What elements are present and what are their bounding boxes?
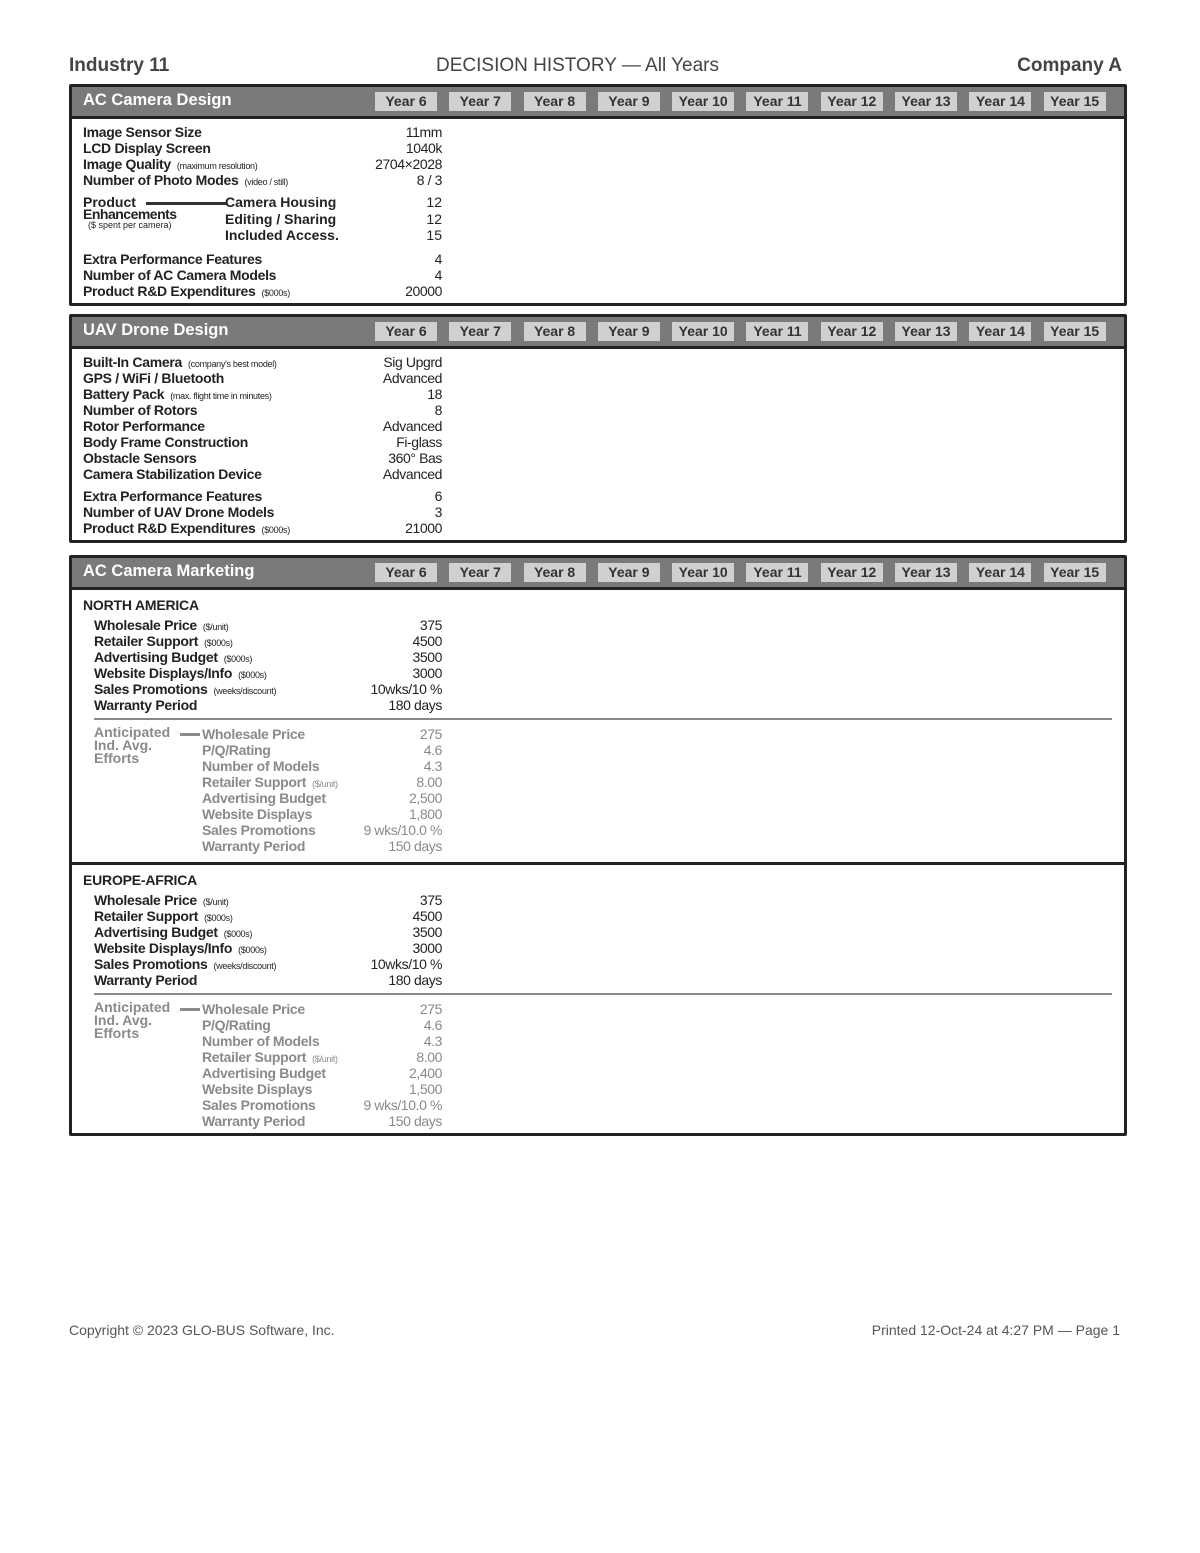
row-note: (maximum resolution) xyxy=(176,161,258,171)
panel-body xyxy=(72,349,1124,540)
year-column-header: Year 12 xyxy=(821,563,883,582)
separator-line xyxy=(94,718,1112,720)
row-label-text: Rotor Performance xyxy=(83,418,205,434)
enhancements-label: Enhancements xyxy=(83,206,177,222)
row-value: 4 xyxy=(434,251,442,267)
row-note: ($000s) xyxy=(223,654,253,664)
row-label-text: Number of Models xyxy=(202,1033,320,1049)
data-row xyxy=(72,617,1124,633)
data-row xyxy=(72,633,1124,649)
row-label-text: Built-In Camera xyxy=(83,354,182,370)
year-column-header: Year 6 xyxy=(375,563,437,582)
year-column-header: Year 9 xyxy=(598,92,660,111)
data-row xyxy=(72,822,1124,838)
row-value: 180 days xyxy=(388,972,442,988)
row-label-text: Retailer Support xyxy=(202,1049,307,1065)
row-label xyxy=(94,697,203,715)
row-value: 4 xyxy=(434,267,442,283)
row-label-text: Number of Photo Modes xyxy=(83,172,239,188)
year-column-header: Year 13 xyxy=(895,322,957,341)
row-value: 18 xyxy=(427,386,442,402)
year-column-header: Year 8 xyxy=(524,322,586,341)
row-value: 3500 xyxy=(412,649,442,665)
row-note: ($/unit) xyxy=(202,622,229,632)
row-value: 1,500 xyxy=(408,1081,442,1097)
row-value: 4.3 xyxy=(423,758,442,774)
row-value: 8 / 3 xyxy=(416,172,442,188)
data-row xyxy=(72,1065,1124,1081)
row-value: 4.6 xyxy=(423,742,442,758)
row-note: (max. flight time in minutes) xyxy=(170,391,272,401)
row-label-text: Retailer Support xyxy=(94,633,199,649)
year-header-row xyxy=(375,92,1118,111)
row-label-text: Retailer Support xyxy=(202,774,307,790)
uav-drone-design-panel xyxy=(69,314,1127,543)
row-label xyxy=(83,466,268,484)
region-section xyxy=(72,590,1124,858)
data-row xyxy=(72,742,1124,758)
row-note: ($000s) xyxy=(238,670,267,680)
enh-label: Camera Housing xyxy=(225,194,337,210)
row-value: 9 wks/10.0 % xyxy=(363,1097,442,1113)
year-column-header: Year 11 xyxy=(746,322,808,341)
year-column-header: Year 6 xyxy=(375,322,437,341)
row-label-text: Wholesale Price xyxy=(202,1001,305,1017)
data-row xyxy=(72,1033,1124,1049)
separator-line xyxy=(94,993,1112,995)
data-row xyxy=(72,649,1124,665)
data-row xyxy=(72,924,1124,940)
anticipated-label-line: Anticipated xyxy=(94,724,171,740)
year-column-header: Year 9 xyxy=(598,322,660,341)
row-value: 2,500 xyxy=(408,790,442,806)
row-label-text: Retailer Support xyxy=(94,908,199,924)
row-value: 4500 xyxy=(412,633,442,649)
data-row xyxy=(72,434,1124,450)
enh-value: 15 xyxy=(426,227,442,243)
row-value: 4.6 xyxy=(423,1017,442,1033)
year-column-header: Year 10 xyxy=(672,92,734,111)
data-row xyxy=(72,1097,1124,1113)
row-value: 8.00 xyxy=(416,774,442,790)
row-note: ($000s) xyxy=(204,638,233,648)
row-label-text: Warranty Period xyxy=(94,972,198,988)
row-value: 3000 xyxy=(412,665,442,681)
row-value: 275 xyxy=(419,726,442,742)
row-label-text: Product R&D Expenditures xyxy=(83,283,256,299)
row-label-text: Number of Rotors xyxy=(83,402,198,418)
row-label-text: Body Frame Construction xyxy=(83,434,249,450)
row-label-text: Wholesale Price xyxy=(94,892,197,908)
panel-header xyxy=(72,317,1124,349)
data-row xyxy=(72,283,1124,299)
row-label-text: P/Q/Rating xyxy=(202,1017,271,1033)
year-column-header: Year 14 xyxy=(969,92,1031,111)
panel-body xyxy=(72,119,1124,303)
region-heading xyxy=(72,597,1124,613)
year-column-header: Year 12 xyxy=(821,322,883,341)
data-row xyxy=(72,1113,1124,1129)
enh-value: 12 xyxy=(426,194,442,210)
data-row xyxy=(72,370,1124,386)
data-row xyxy=(72,124,1124,140)
data-row xyxy=(72,726,1124,742)
row-value: 360° Bas xyxy=(388,450,442,466)
year-column-header: Year 8 xyxy=(524,563,586,582)
row-value: 10wks/10 % xyxy=(370,956,442,972)
row-value: 11mm xyxy=(405,124,442,140)
row-label-text: Battery Pack xyxy=(83,386,165,402)
row-value: 1,800 xyxy=(408,806,442,822)
data-row xyxy=(72,354,1124,370)
row-label-text: Advertising Budget xyxy=(94,649,218,665)
row-label-text: Number of UAV Drone Models xyxy=(83,504,275,520)
year-column-header: Year 14 xyxy=(969,563,1031,582)
row-label-text: Sales Promotions xyxy=(94,956,208,972)
data-row xyxy=(72,488,1124,504)
design-rows-2 xyxy=(72,251,1124,299)
anticipated-label-line: Ind. Avg. xyxy=(94,1012,153,1028)
row-value: 2,400 xyxy=(408,1065,442,1081)
panel-header xyxy=(72,87,1124,119)
data-row xyxy=(72,1049,1124,1065)
row-value: 4.3 xyxy=(423,1033,442,1049)
ac-camera-marketing-panel xyxy=(69,555,1127,1136)
data-row xyxy=(72,450,1124,466)
row-value: Sig Upgrd xyxy=(383,354,442,370)
row-label-text: Obstacle Sensors xyxy=(83,450,197,466)
product-enhancements xyxy=(72,194,1124,245)
design-rows xyxy=(72,354,1124,482)
row-note: ($000s) xyxy=(238,945,267,955)
row-note: (company's best model) xyxy=(187,359,277,369)
row-value: 9 wks/10.0 % xyxy=(363,822,442,838)
company-label: Company A xyxy=(1017,55,1122,76)
row-label-text: Number of AC Camera Models xyxy=(83,267,277,283)
row-label-text: Image Sensor Size xyxy=(83,124,202,140)
panel-body xyxy=(72,590,1124,1133)
row-value: 6 xyxy=(434,488,442,504)
data-row xyxy=(72,140,1124,156)
row-value: 3000 xyxy=(412,940,442,956)
row-note: (video / still) xyxy=(244,177,288,187)
year-column-header: Year 10 xyxy=(672,322,734,341)
data-row xyxy=(72,1081,1124,1097)
data-row xyxy=(72,418,1124,434)
year-column-header: Year 7 xyxy=(449,92,511,111)
enh-label: Included Access. xyxy=(225,227,339,243)
row-label-text: Website Displays xyxy=(202,1081,313,1097)
row-label-text: Number of Models xyxy=(202,758,320,774)
region-name: EUROPE-AFRICA xyxy=(83,872,198,888)
year-column-header: Year 7 xyxy=(449,563,511,582)
enh-label: Editing / Sharing xyxy=(225,211,337,227)
industry-label: Industry 11 xyxy=(69,55,170,76)
row-value: Advanced xyxy=(382,370,442,386)
report-title: DECISION HISTORY — All Years xyxy=(436,55,719,76)
row-label-text: Extra Performance Features xyxy=(83,251,262,267)
row-value: 10wks/10 % xyxy=(370,681,442,697)
row-value: 150 days xyxy=(388,1113,442,1129)
row-label-text: P/Q/Rating xyxy=(202,742,271,758)
year-column-header: Year 15 xyxy=(1044,92,1106,111)
enh-value: 12 xyxy=(426,211,442,227)
row-value: 3 xyxy=(434,504,442,520)
row-label-text: Image Quality xyxy=(83,156,171,172)
row-value: 8 xyxy=(434,402,442,418)
row-label xyxy=(202,838,311,856)
enhancements-note: ($ spent per camera) xyxy=(88,220,172,230)
year-column-header: Year 9 xyxy=(598,563,660,582)
row-label-text: Website Displays/Info xyxy=(94,940,233,956)
row-value: Advanced xyxy=(382,418,442,434)
row-value: 3500 xyxy=(412,924,442,940)
row-note: ($000s) xyxy=(261,525,290,535)
anticipated-label-line: Anticipated xyxy=(94,999,171,1015)
data-row xyxy=(72,681,1124,697)
data-row xyxy=(72,790,1124,806)
row-label xyxy=(83,520,290,538)
data-row xyxy=(72,251,1124,267)
data-row xyxy=(72,892,1124,908)
row-value: 180 days xyxy=(388,697,442,713)
data-row xyxy=(72,402,1124,418)
data-row xyxy=(72,267,1124,283)
row-value: 8.00 xyxy=(416,1049,442,1065)
data-row xyxy=(72,697,1124,713)
year-column-header: Year 15 xyxy=(1044,563,1106,582)
row-note: (weeks/discount) xyxy=(213,686,277,696)
anticipated-averages xyxy=(72,1001,1124,1129)
data-row xyxy=(72,774,1124,790)
year-column-header: Year 14 xyxy=(969,322,1031,341)
year-column-header: Year 13 xyxy=(895,92,957,111)
panel-title: AC Camera Marketing xyxy=(83,562,255,580)
ac-camera-design-panel xyxy=(69,84,1127,306)
row-value: Advanced xyxy=(382,466,442,482)
row-label-text: Sales Promotions xyxy=(94,681,208,697)
anticipated-label-line: Efforts xyxy=(94,750,140,766)
row-label-text: Extra Performance Features xyxy=(83,488,262,504)
row-value: 150 days xyxy=(388,838,442,854)
data-row xyxy=(72,1001,1124,1017)
row-note: (weeks/discount) xyxy=(213,961,277,971)
row-label xyxy=(83,172,288,190)
data-row xyxy=(72,806,1124,822)
year-column-header: Year 8 xyxy=(524,92,586,111)
region-section xyxy=(72,865,1124,1133)
row-label-text: Wholesale Price xyxy=(94,617,197,633)
data-row xyxy=(72,172,1124,188)
row-value: 375 xyxy=(419,617,442,633)
year-column-header: Year 13 xyxy=(895,563,957,582)
data-row xyxy=(72,972,1124,988)
year-header-row xyxy=(375,563,1118,582)
year-column-header: Year 11 xyxy=(746,92,808,111)
row-label-text: GPS / WiFi / Bluetooth xyxy=(83,370,225,386)
row-note: ($/unit) xyxy=(312,1054,338,1064)
year-column-header: Year 11 xyxy=(746,563,808,582)
data-row xyxy=(72,908,1124,924)
row-note: ($/unit) xyxy=(202,897,229,907)
panel-header xyxy=(72,558,1124,590)
row-label-text: Warranty Period xyxy=(202,838,306,854)
row-note: ($/unit) xyxy=(312,779,338,789)
row-note: ($000s) xyxy=(261,288,290,298)
row-value: 4500 xyxy=(412,908,442,924)
row-value: 20000 xyxy=(405,283,442,299)
row-label-text: Product R&D Expenditures xyxy=(83,520,256,536)
product-label: Product xyxy=(83,194,136,210)
row-label-text: Advertising Budget xyxy=(202,1065,326,1081)
design-rows xyxy=(72,124,1124,188)
row-label-text: Warranty Period xyxy=(94,697,198,713)
row-label-text: Website Displays/Info xyxy=(94,665,233,681)
year-column-header: Year 6 xyxy=(375,92,437,111)
row-label-text: Website Displays xyxy=(202,806,313,822)
anticipated-averages xyxy=(72,726,1124,854)
year-header-row xyxy=(375,322,1118,341)
data-row xyxy=(72,504,1124,520)
year-column-header: Year 12 xyxy=(821,92,883,111)
row-label-text: Sales Promotions xyxy=(202,822,316,838)
data-row xyxy=(72,156,1124,172)
year-column-header: Year 10 xyxy=(672,563,734,582)
connector-line xyxy=(146,202,226,205)
row-label-text: Camera Stabilization Device xyxy=(83,466,262,482)
region-heading xyxy=(72,872,1124,888)
row-value: 2704×2028 xyxy=(375,156,442,172)
data-row xyxy=(72,758,1124,774)
data-row xyxy=(72,386,1124,402)
panel-title: AC Camera Design xyxy=(83,91,232,109)
data-row xyxy=(72,838,1124,854)
data-row xyxy=(72,665,1124,681)
row-value: Fi-glass xyxy=(396,434,442,450)
row-value: 275 xyxy=(419,1001,442,1017)
row-label-text: Advertising Budget xyxy=(202,790,326,806)
print-info: Printed 12-Oct-24 at 4:27 PM — Page 1 xyxy=(871,1322,1120,1338)
data-row xyxy=(72,466,1124,482)
data-row xyxy=(72,940,1124,956)
row-label xyxy=(94,972,203,990)
row-value: 21000 xyxy=(405,520,442,536)
row-label-text: LCD Display Screen xyxy=(83,140,211,156)
anticipated-label-line: Efforts xyxy=(94,1025,140,1041)
row-label xyxy=(83,283,290,301)
row-value: 1040k xyxy=(405,140,442,156)
row-value: 375 xyxy=(419,892,442,908)
data-row xyxy=(72,956,1124,972)
region-name: NORTH AMERICA xyxy=(83,597,199,613)
row-note: ($000s) xyxy=(223,929,253,939)
anticipated-label-line: Ind. Avg. xyxy=(94,737,153,753)
copyright: Copyright © 2023 GLO-BUS Software, Inc. xyxy=(69,1322,335,1338)
year-column-header: Year 7 xyxy=(449,322,511,341)
year-column-header: Year 15 xyxy=(1044,322,1106,341)
data-row xyxy=(72,520,1124,536)
design-rows-2 xyxy=(72,488,1124,536)
row-label-text: Wholesale Price xyxy=(202,726,305,742)
row-label xyxy=(202,1113,311,1131)
row-label-text: Sales Promotions xyxy=(202,1097,316,1113)
row-note: ($000s) xyxy=(204,913,233,923)
panel-title: UAV Drone Design xyxy=(83,321,229,339)
row-label-text: Advertising Budget xyxy=(94,924,218,940)
row-label-text: Warranty Period xyxy=(202,1113,306,1129)
data-row xyxy=(72,1017,1124,1033)
